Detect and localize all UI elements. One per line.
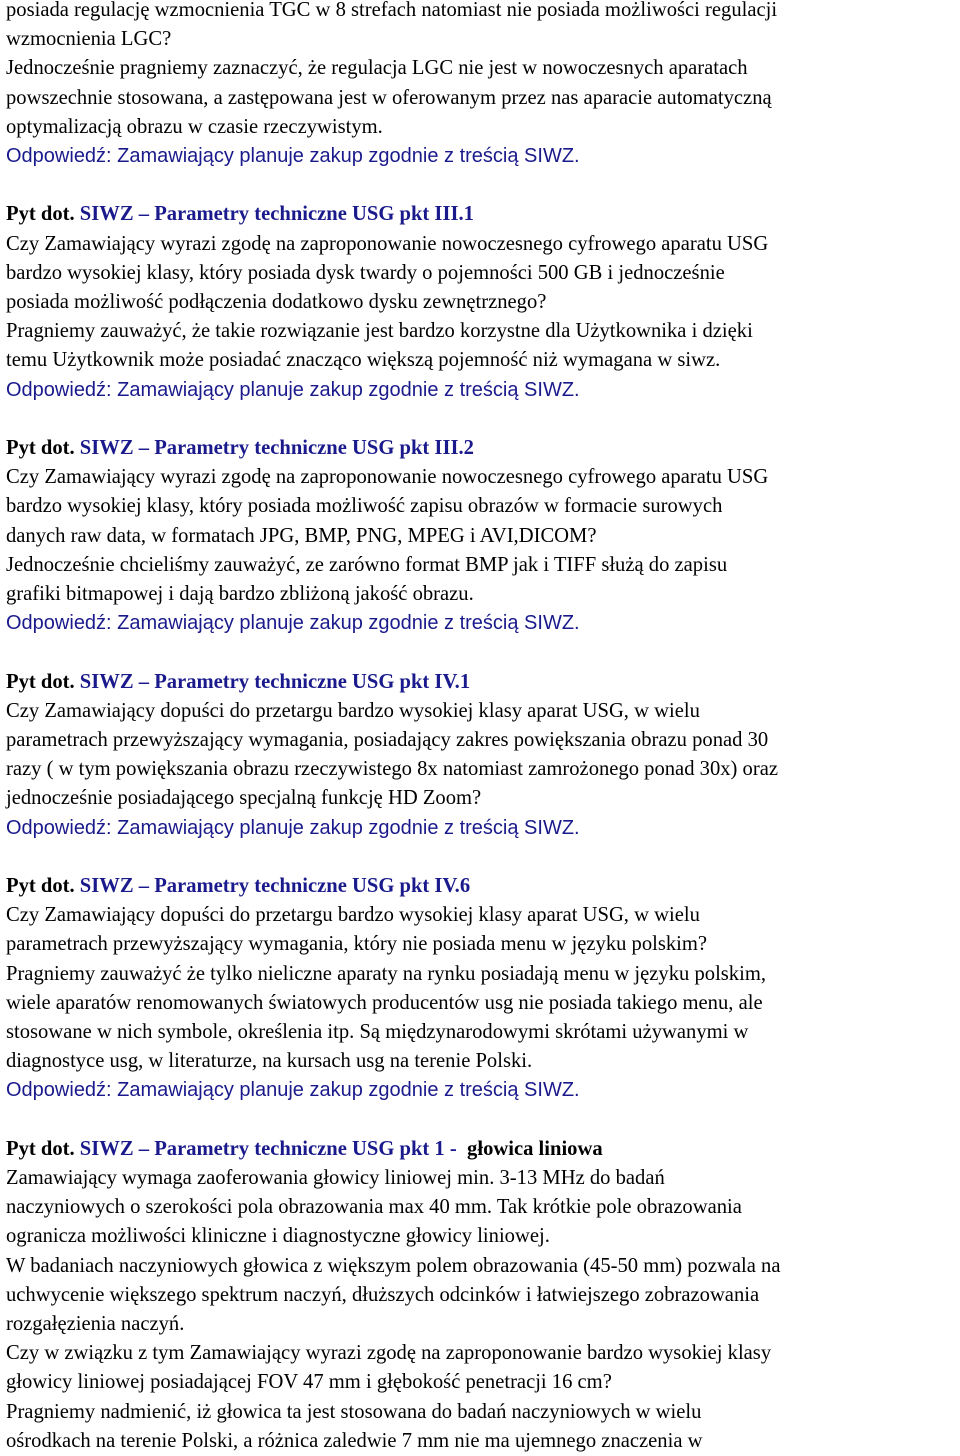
question-heading (6, 200, 960, 229)
section-gap (6, 843, 960, 872)
body-text-line: Pragniemy zauważyć że tylko nieliczne aparaty na rynku posiadają menu w języku polskim, (6, 962, 766, 985)
body-text-line: diagnostyce usg, w literaturze, na kursach usg na terenie Polski. (6, 1050, 533, 1073)
body-text-line: wiele aparatów renomowanych światowych producentów usg nie posiada takiego menu, ale (6, 991, 763, 1014)
body-text-line: wzmocnienia LGC? (6, 28, 172, 51)
section-gap (6, 405, 960, 434)
body-text-line: Pragniemy nadmienić, iż głowica ta jest stosowana do badań naczyniowych w wielu (6, 1400, 702, 1423)
body-text-line: Czy Zamawiający wyrazi zgodę na zaproponowanie nowoczesnego cyfrowego aparatu USG (6, 232, 769, 255)
heading-prefix: Pyt dot. (6, 1137, 80, 1160)
body-text-line: posiada możliwość podłączenia dodatkowo dysku zewnętrznego? (6, 291, 547, 314)
body-text-line: bardzo wysokiej klasy, który posiada możliwość zapisu obrazów w formacie surowych (6, 495, 723, 518)
body-text-line: razy ( w tym powiększania obrazu rzeczywistego 8x natomiast zamrożonego ponad 30x) oraz (6, 758, 778, 781)
heading-reference: SIWZ – Parametry techniczne USG pkt III.1 (79, 203, 474, 226)
body-text-line: rozgałęzienia naczyń. (6, 1313, 185, 1336)
answer-line: Odpowiedź: Zamawiający planuje zakup zgodnie z treścią SIWZ. (6, 816, 580, 839)
body-text-line: optymalizacją obrazu w czasie rzeczywistym. (6, 115, 383, 138)
body-text-line: ośrodkach na terenie Polski, a różnica zaledwie 7 mm nie ma ujemnego znaczenia w (6, 1429, 703, 1452)
section-gap (6, 638, 960, 667)
body-text-line: jednocześnie posiadającego specjalną funkcję HD Zoom? (6, 787, 482, 810)
answer-line: Odpowiedź: Zamawiający planuje zakup zgodnie z treścią SIWZ. (6, 1079, 580, 1102)
body-text-line: naczyniowych o szerokości pola obrazowania max 40 mm. Tak krótkie pole obrazowania (6, 1196, 742, 1219)
body-text-line: bardzo wysokiej klasy, który posiada dysk twardy o pojemności 500 GB i jednocześnie (6, 261, 725, 284)
body-text-line: grafiki bitmapowej i dają bardzo zbliżoną jakość obrazu. (6, 583, 474, 606)
heading-reference: SIWZ – Parametry techniczne USG pkt III.2 (79, 437, 474, 460)
question-heading (6, 872, 960, 901)
heading-prefix: Pyt dot. (6, 670, 80, 693)
question-heading (6, 1135, 960, 1164)
body-text-line: głowicy liniowej posiadającej FOV 47 mm i głębokość penetracji 16 cm? (6, 1371, 612, 1394)
body-text-line: Pragniemy zauważyć, że takie rozwiązanie jest bardzo korzystne dla Użytkownika i dzięki (6, 320, 753, 343)
body-text-line: parametrach przewyższający wymagania, który nie posiada menu w języku polskim? (6, 933, 708, 956)
body-text-line: danych raw data, w formatach JPG, BMP, PNG, MPEG i AVI,DICOM? (6, 524, 597, 547)
heading-prefix: Pyt dot. (6, 203, 80, 226)
question-heading (6, 434, 960, 463)
body-text-line: Jednocześnie pragniemy zaznaczyć, że regulacja LGC nie jest w nowoczesnych aparatach (6, 57, 748, 80)
section-gap (6, 1106, 960, 1135)
heading-reference: SIWZ – Parametry techniczne USG pkt IV.6 (79, 875, 471, 898)
heading-topic: głowica liniowa (456, 1137, 603, 1160)
body-text-line: ogranicza możliwości kliniczne i diagnostyczne głowicy liniowej. (6, 1225, 550, 1248)
answer-line: Odpowiedź: Zamawiający planuje zakup zgodnie z treścią SIWZ. (6, 378, 580, 401)
heading-prefix: Pyt dot. (6, 437, 80, 460)
body-text-line: Czy Zamawiający dopuści do przetargu bardzo wysokiej klasy aparat USG, w wielu (6, 699, 700, 722)
body-text-line: stosowane w nich symbole, określenia itp. Są międzynarodowymi skrótami używanymi w (6, 1021, 749, 1044)
heading-reference: SIWZ – Parametry techniczne USG pkt 1 - (79, 1137, 457, 1160)
body-text-line: parametrach przewyższający wymagania, posiadający zakres powiększania obrazu ponad 30 (6, 729, 769, 752)
section-gap (6, 171, 960, 200)
body-text-line: uchwycenie większego spektrum naczyń, dłuższych odcinków i łatwiejszego zobrazowania (6, 1283, 760, 1306)
body-text-line: powszechnie stosowana, a zastępowana jest w oferowanym przez nas aparacie automatyczną (6, 86, 772, 109)
body-text-line: Czy Zamawiający dopuści do przetargu bardzo wysokiej klasy aparat USG, w wielu (6, 904, 700, 927)
answer-line: Odpowiedź: Zamawiający planuje zakup zgodnie z treścią SIWZ. (6, 145, 580, 168)
heading-reference: SIWZ – Parametry techniczne USG pkt IV.1 (79, 670, 471, 693)
body-text-line: temu Użytkownik może posiadać znacząco większą pojemność niż wymagana w siwz. (6, 349, 721, 372)
body-text-line: Czy w związku z tym Zamawiający wyrazi zgodę na zaproponowanie bardzo wysokiej klasy (6, 1342, 772, 1365)
body-text-line: Zamawiający wymaga zaoferowania głowicy liniowej min. 3-13 MHz do badań (6, 1167, 665, 1190)
answer-line: Odpowiedź: Zamawiający planuje zakup zgodnie z treścią SIWZ. (6, 612, 580, 635)
document-page (6, 0, 960, 1456)
question-heading (6, 668, 960, 697)
heading-prefix: Pyt dot. (6, 875, 80, 898)
body-text-line: posiada regulację wzmocnienia TGC w 8 strefach natomiast nie posiada możliwości regulacji (6, 0, 778, 21)
body-text-line: Czy Zamawiający wyrazi zgodę na zaproponowanie nowoczesnego cyfrowego aparatu USG (6, 466, 769, 489)
body-text-line: W badaniach naczyniowych głowica z większym polem obrazowania (45-50 mm) pozwala na (6, 1254, 781, 1277)
body-text-line: Jednocześnie chcieliśmy zauważyć, ze zarówno format BMP jak i TIFF służą do zapisu (6, 553, 728, 576)
